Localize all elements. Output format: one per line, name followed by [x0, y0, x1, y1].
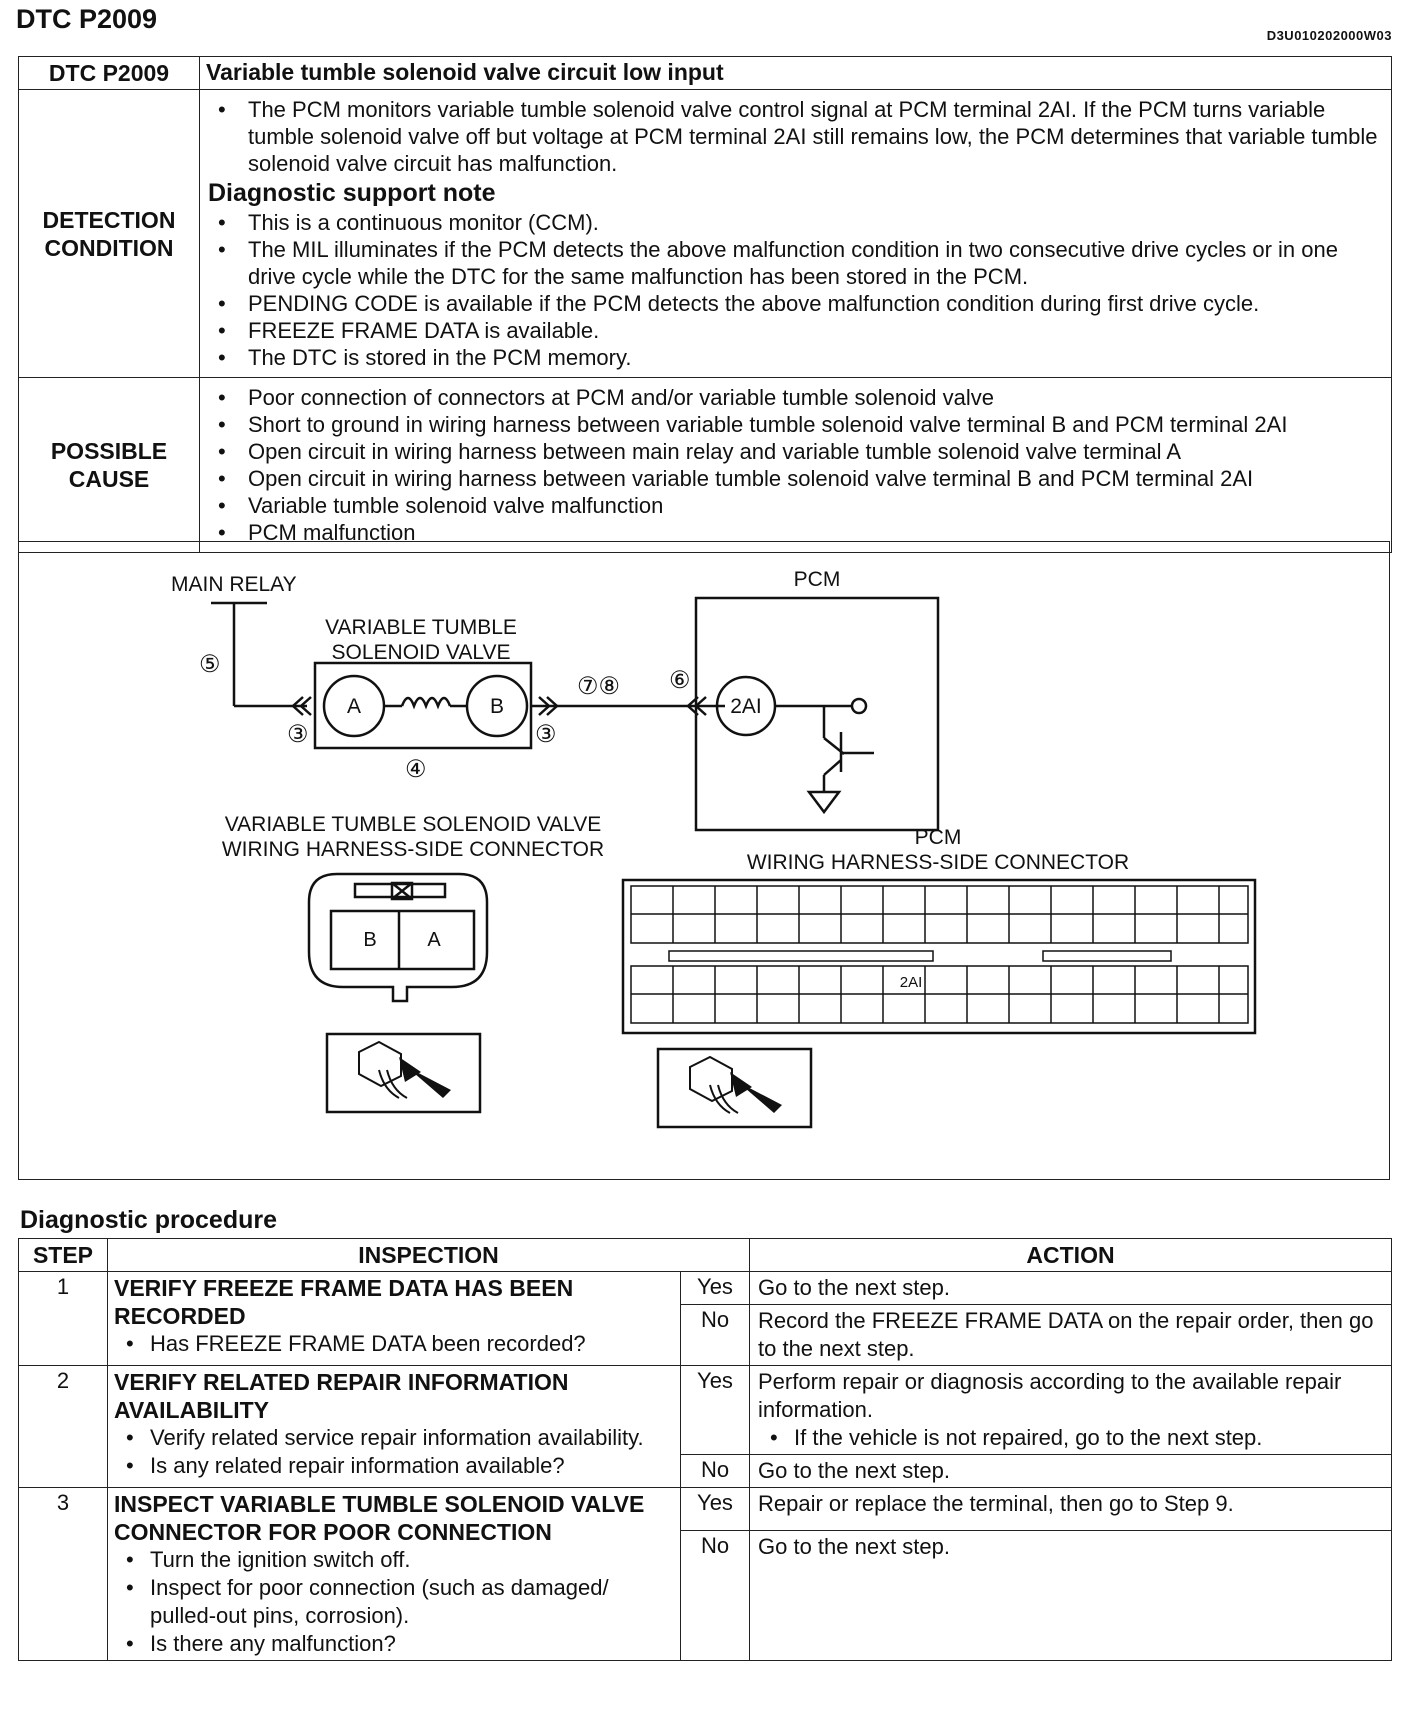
- valve-label-line2: SOLENOID VALVE: [331, 641, 511, 664]
- yes-label: Yes: [681, 1272, 750, 1305]
- inspection-header: INSPECTION: [108, 1239, 750, 1272]
- solenoid-coil-symbol: [402, 698, 450, 706]
- detection-condition-cell: [200, 90, 1392, 378]
- action-header: ACTION: [750, 1239, 1392, 1272]
- pcm-connector-title-line1: PCM: [914, 826, 962, 849]
- diagnostic-procedure-table: [18, 1238, 1392, 1661]
- step-inspection: [108, 1272, 681, 1366]
- step-bullet: • Is there any malfunction?: [114, 1630, 674, 1658]
- yes-action: Go to the next step.: [750, 1272, 1392, 1305]
- no-label: No: [681, 1455, 750, 1488]
- pcm-connector-title-line2: WIRING HARNESS-SIDE CONNECTOR: [746, 851, 1130, 874]
- cause-bullet: • Short to ground in wiring harness between variable tumble solenoid valve terminal B and PCM terminal 2AI: [208, 411, 1385, 438]
- step-title: VERIFY FREEZE FRAME DATA HAS BEEN RECORDED: [114, 1275, 574, 1329]
- pcm-label: PCM: [793, 568, 841, 591]
- marker-3-right: ③: [535, 721, 557, 748]
- pcm-connector-body: [623, 880, 1255, 1033]
- step-bullet: • Inspect for poor connection (such as damaged/ pulled-out pins, corrosion).: [114, 1574, 674, 1630]
- detection-bullet: • The PCM monitors variable tumble solenoid valve control signal at PCM terminal 2AI. If the PCM turns variable tumble solenoid valve off but voltage at PCM terminal 2AI still remains low, the PCM determines that variable tumble solenoid valve circuit has malfunction.: [208, 96, 1385, 177]
- support-note-heading: Diagnostic support note: [208, 179, 496, 207]
- terminal-2ai-label: 2AI: [730, 695, 762, 718]
- support-bullet: • PENDING CODE is available if the PCM detects the above malfunction condition during first drive cycle.: [208, 290, 1385, 317]
- step-bullet: • Has FREEZE FRAME DATA been recorded?: [114, 1330, 674, 1358]
- valve-connector-title-line2: WIRING HARNESS-SIDE CONNECTOR: [221, 838, 605, 861]
- step-inspection: [108, 1366, 681, 1488]
- cause-bullet: • PCM malfunction: [208, 519, 1385, 546]
- pcm-connector-grid: [631, 886, 1248, 1023]
- valve-connector-title-line1: VARIABLE TUMBLE SOLENOID VALVE: [224, 813, 602, 836]
- support-bullet: • This is a continuous monitor (CCM).: [208, 209, 1385, 236]
- valve-label-line1: VARIABLE TUMBLE: [325, 616, 517, 639]
- no-label: No: [681, 1531, 750, 1661]
- detection-condition-label: DETECTION CONDITION: [19, 90, 200, 378]
- no-action: Go to the next step.: [750, 1531, 1392, 1661]
- terminal-a-label: A: [346, 695, 362, 718]
- wiring-diagram: [19, 542, 1391, 1181]
- main-relay-label: MAIN RELAY: [171, 573, 297, 596]
- possible-cause-label: POSSIBLE CAUSE: [19, 378, 200, 553]
- yes-action: Perform repair or diagnosis according to the available repair information.: [758, 1369, 1342, 1422]
- dtc-info-table: [18, 56, 1392, 553]
- step-bullet: • Turn the ignition switch off.: [114, 1546, 674, 1574]
- step-bullet: • Is any related repair information available?: [114, 1452, 674, 1480]
- valve-connector-face: [331, 911, 474, 969]
- marker-3-left: ③: [287, 721, 309, 748]
- document-id: D3U010202000W03: [1266, 28, 1392, 43]
- wiring-diagram-panel: [18, 541, 1390, 1180]
- cause-bullet: • Open circuit in wiring harness between variable tumble solenoid valve terminal B and PCM terminal 2AI: [208, 465, 1385, 492]
- page-title: DTC P2009: [16, 4, 158, 34]
- step-number: 2: [19, 1366, 108, 1488]
- no-action: Go to the next step.: [750, 1455, 1392, 1488]
- procedure-title: Diagnostic procedure: [20, 1206, 277, 1234]
- step-bullet: • Verify related service repair information availability.: [114, 1424, 674, 1452]
- step-header: STEP: [19, 1239, 108, 1272]
- cause-bullet: • Open circuit in wiring harness between main relay and variable tumble solenoid valve terminal A: [208, 438, 1385, 465]
- support-bullet: • The MIL illuminates if the PCM detects the above malfunction condition in two consecutive drive cycles or in one drive cycle while the DTC for the same malfunction has been stored in the PCM.: [208, 236, 1385, 290]
- yes-action-bullet: • If the vehicle is not repaired, go to the next step.: [758, 1424, 1383, 1452]
- ground-symbol: [809, 792, 839, 812]
- plug-arrow-icon: [359, 1042, 738, 1113]
- valve-conn-pin-b: B: [363, 929, 377, 951]
- step-title: INSPECT VARIABLE TUMBLE SOLENOID VALVE CONNECTOR FOR POOR CONNECTION: [114, 1491, 645, 1545]
- pcm-output-node: [852, 699, 866, 713]
- valve-conn-pin-a: A: [427, 929, 441, 951]
- yes-action: Repair or replace the terminal, then go to Step 9.: [750, 1488, 1392, 1531]
- step-inspection: [108, 1488, 681, 1661]
- yes-action-cell: [750, 1366, 1392, 1455]
- step-number: 3: [19, 1488, 108, 1661]
- yes-label: Yes: [681, 1366, 750, 1455]
- marker-5: ⑤: [199, 651, 221, 678]
- pcm-conn-pin-2ai: 2AI: [899, 974, 923, 991]
- yes-label: Yes: [681, 1488, 750, 1531]
- step-title: VERIFY RELATED REPAIR INFORMATION AVAILABILITY: [114, 1369, 569, 1423]
- marker-7-8: ⑦⑧: [577, 673, 621, 700]
- cause-bullet: • Poor connection of connectors at PCM and/or variable tumble solenoid valve: [208, 384, 1385, 411]
- marker-6: ⑥: [669, 667, 691, 694]
- no-label: No: [681, 1305, 750, 1366]
- no-action: Record the FREEZE FRAME DATA on the repair order, then go to the next step.: [750, 1305, 1392, 1366]
- marker-4: ④: [405, 756, 427, 783]
- transistor-emitter: [824, 760, 841, 775]
- possible-cause-cell: [200, 378, 1392, 553]
- terminal-b-label: B: [489, 695, 505, 718]
- dtc-description: Variable tumble solenoid valve circuit low input: [200, 57, 1392, 90]
- cause-bullet: • Variable tumble solenoid valve malfunction: [208, 492, 1385, 519]
- step-number: 1: [19, 1272, 108, 1366]
- support-bullet: • FREEZE FRAME DATA is available.: [208, 317, 1385, 344]
- dtc-code-cell: DTC P2009: [19, 57, 200, 90]
- support-bullet: • The DTC is stored in the PCM memory.: [208, 344, 1385, 371]
